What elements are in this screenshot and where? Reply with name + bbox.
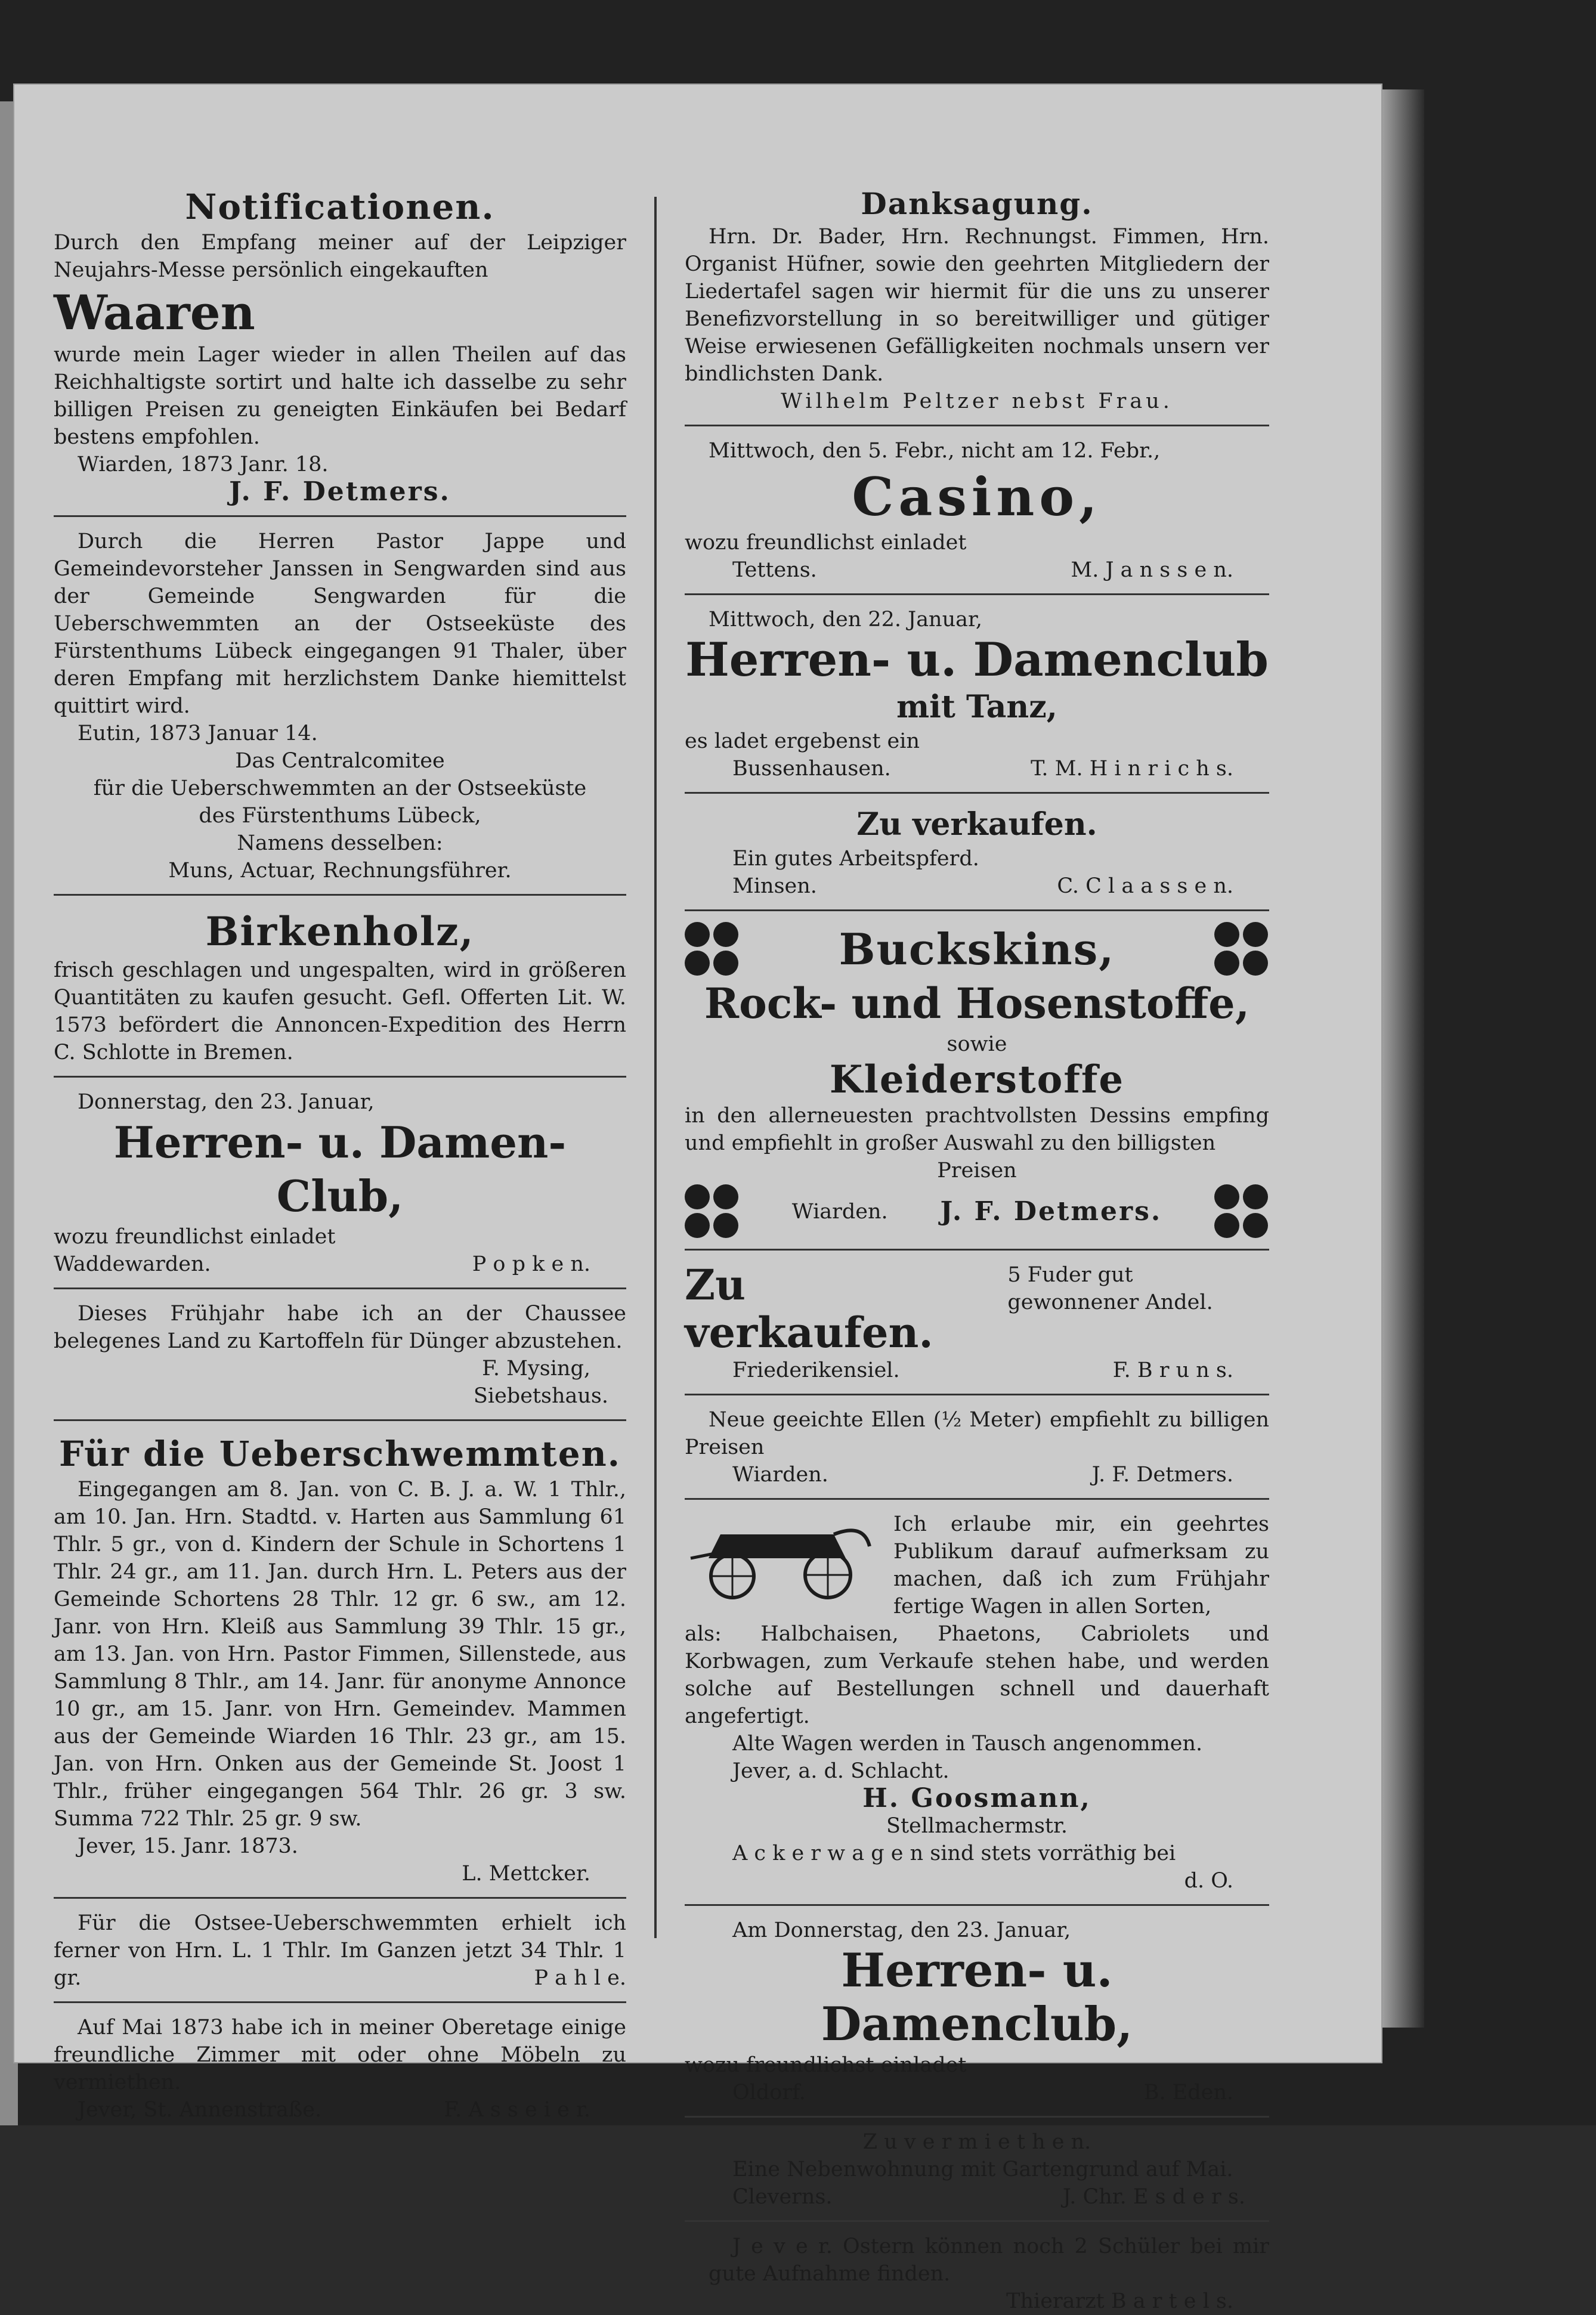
ad-title: Zu verkaufen. [685, 1260, 933, 1357]
ad-vermiethen [685, 2128, 1269, 2211]
ad-org: für die Ueberschwemmten an der Ostseeküste [93, 776, 587, 800]
ad-signature: F. B r u n s. [1112, 1358, 1233, 1382]
clover-ornament-icon [1214, 1184, 1269, 1239]
ad-danksagung [685, 185, 1269, 415]
divider [685, 2116, 1269, 2118]
ad-text: frisch geschlagen und ungespalten, wird in größeren Quantitäten zu kaufen gesucht. Gefl. Offerten Lit. W. 1573 befördert die Annoncen-Expedition des Herrn C. Schlotte in Bremen. [54, 958, 626, 1064]
ad-wagen [685, 1511, 1269, 1895]
ad-subtitle: mit Tanz, [896, 689, 1057, 725]
ad-text: in den allerneuesten prachtvollsten Dessins empfing und empfiehlt in großer Auswahl zu den billigsten [685, 1104, 1269, 1155]
ad-verkaufen-andel [685, 1261, 1269, 1384]
ad-club-waddewarden [54, 1088, 626, 1278]
ad-text: Durch den Empfang meiner auf der Leipziger Neujahrs-Messe persönlich eingekauften [54, 231, 626, 282]
ad-notificationen [54, 185, 626, 506]
ad-org: des Fürstenthums Lübeck, [199, 804, 481, 828]
ad-buckskins [685, 922, 1269, 1239]
ad-place: Waddewarden. [54, 1252, 211, 1276]
right-column [685, 185, 1269, 2315]
divider [685, 1394, 1269, 1395]
ad-place: Tettens. [732, 558, 817, 582]
ad-signature: P o p k e n. [472, 1252, 590, 1276]
ad-headline: Waaren [54, 284, 255, 341]
ad-date: Mittwoch, den 22. Januar, [709, 608, 983, 632]
ad-headline: Rock- und Hosenstoffe, [704, 979, 1250, 1028]
ad-text: Alte Wagen werden in Tausch angenommen. [732, 1732, 1203, 1756]
ad-signature-title: Stellmachermstr. [886, 1814, 1068, 1838]
ad-signature: F. A s s e i e r. [444, 2098, 590, 2122]
ad-date: Am Donnerstag, den 23. Januar, [732, 1918, 1071, 1942]
ad-text: Auf Mai 1873 habe ich in meiner Oberetage einige freundliche Zimmer mit oder ohne Möbeln zu vermiethen. [54, 2016, 626, 2094]
ad-signature: T. M. H i n r i c h s. [1031, 757, 1233, 781]
ad-zimmer [54, 2014, 626, 2124]
ad-signature: B. Eden. [1143, 2081, 1233, 2104]
ad-ueberschwemmten [54, 1432, 626, 1887]
divider [54, 1897, 626, 1899]
ad-place: Jever, St. Annenstraße. [78, 2098, 322, 2122]
divider [685, 1498, 1269, 1500]
ad-date: Mittwoch, den 5. Febr., nicht am 12. Febr., [709, 439, 1161, 463]
ad-text: Hrn. Dr. Bader, Hrn. Rechnungst. Fimmen, Hrn. Organist Hüfner, sowie den geehrten Mitgliedern der Liedertafel sagen wir hiermit für die uns zu unserer Benefizvorstellung in so bereitwilliger und gütiger Weise erwiesenen Gefälligkeiten nochmals unsern ver bindlichsten Dank. [685, 225, 1269, 386]
ad-text: als: Halbchaisen, Phaetons, Cabriolets und Korbwagen, zum Verkaufe stehen habe, und werden solche auf Bestellungen schnell und dauerhaft angefertigt. [685, 1622, 1269, 1728]
divider [685, 1249, 1269, 1251]
ad-title: Buckskins, [839, 924, 1115, 974]
ad-title: Herren- u. Damen-Club, [113, 1117, 567, 1221]
ad-signature: M. J a n s s e n. [1071, 558, 1233, 582]
ad-signature: J. F. Detmers. [1091, 1463, 1233, 1487]
ad-headline: Kleiderstoffe [829, 1057, 1125, 1102]
ad-text: Ich erlaube mir, ein geehrtes Publikum darauf aufmerksam zu machen, daß ich zum Frühjahr fertige Wagen in allen Sorten, [893, 1512, 1269, 1618]
ad-signature-place: Siebetshaus. [473, 1384, 608, 1408]
divider [54, 1076, 626, 1078]
ad-signature: H. Goosmann, [862, 1783, 1091, 1813]
ad-text: Neue geeichte Ellen (½ Meter) empfiehlt zu billigen Preisen [685, 1408, 1269, 1459]
ad-text: A c k e r w a g e n sind stets vorräthig bei [732, 1842, 1176, 1865]
ad-text: Preisen [937, 1159, 1017, 1183]
ad-centralcomitee [54, 528, 626, 884]
ad-text: Eingegangen am 8. Jan. von C. B. J. a. W. 1 Thlr., am 10. Jan. Hrn. Stadtd. v. Harten aus Sammlung 61 Thlr. 5 gr., von d. Kindern der Schule in Schortens 1 Thlr. 24 gr., am 11. Jan. durch Hrn. L. Peters aus der Gemeinde Schortens 28 Thlr. 12 gr. 6 sw., am 12. Janr. von Hrn. Kleiß aus Sammlung 39 Thlr. 15 gr., am 13. Jan. von Hrn. Pastor Fimmen, Sillenstede, aus Sammlung 8 Thlr., am 14. Janr. für anonyme Annonce 10 gr., am 15. Janr. von Hrn. Gemeindev. Mammen aus der Gemeinde Wiarden 16 Thlr. 23 gr., am 15. Jan. von Hrn. Onken aus der Gemeinde St. Joost 1 Thlr., früher eingegangen 564 Thlr. 26 gr. 3 sw. Summa 722 Thlr. 25 gr. 9 sw. [54, 1478, 626, 1831]
ad-signature: J. F. Detmers. [229, 476, 451, 507]
clover-ornament-icon [1214, 922, 1269, 977]
ad-place: Minsen. [732, 874, 817, 898]
divider [54, 2001, 626, 2003]
clover-ornament-icon [685, 1184, 740, 1239]
ad-signature: d. O. [1184, 1869, 1233, 1893]
ad-place: Bussenhausen. [732, 757, 891, 781]
ad-text: wozu freundlichst einladet [685, 2053, 967, 2077]
ad-title: Birkenholz, [205, 908, 475, 955]
ad-text: wozu freundlichst einladet [685, 531, 967, 555]
ad-text: es ladet ergebenst ein [685, 729, 920, 753]
ad-ellen [685, 1406, 1269, 1488]
ad-title: Herren- u. Damenclub, [821, 1943, 1133, 2051]
ad-title: Casino, [852, 466, 1102, 528]
ad-text: wozu freundlichst einladet [54, 1225, 336, 1249]
divider [685, 425, 1269, 426]
ad-casino [685, 437, 1269, 584]
divider [685, 593, 1269, 595]
divider [685, 1904, 1269, 1906]
ad-signature: P a h l e. [534, 1966, 626, 1990]
ad-club-oldorf [685, 1917, 1269, 2106]
ad-text: Ein gutes Arbeitspferd. [732, 847, 979, 871]
divider [685, 792, 1269, 794]
ad-text: J e v e r. Ostern können noch 2 Schüler bei mir gute Aufnahme finden. [709, 2234, 1269, 2286]
ad-text: Durch die Herren Pastor Jappe und Gemeindevorsteher Janssen in Sengwarden sind aus der Gemeinde Sengwarden für die Ueberschwemmten an der Ostseeküste des Fürstenthums Lübeck eingegangen 91 Thaler, über deren Empfang mit herzlichstem Danke hiemittelst quittirt wird. [54, 530, 626, 718]
page-edge-shadow [1382, 89, 1424, 2028]
ad-signature: Muns, Actuar, Rechnungsführer. [168, 859, 512, 883]
divider [54, 1419, 626, 1421]
ad-place-date: Wiarden, 1873 Janr. 18. [78, 453, 329, 476]
ad-signature: Wilhelm Peltzer nebst Frau. [781, 389, 1173, 413]
ad-signature: J. F. Detmers. [940, 1196, 1162, 1227]
column-divider [654, 197, 657, 1938]
ad-signature: F. Mysing, [482, 1357, 590, 1381]
ad-place: Friederikensiel. [732, 1358, 900, 1382]
ad-title: Z u v e r m i e t h e n. [862, 2130, 1091, 2154]
ad-text: wurde mein Lager wieder in allen Theilen auf das Reichhaltigste sortirt und halte ich dasselbe zu sehr billigen Preisen zu geneigten Einkäufen bei Bedarf bestens empfohlen. [54, 343, 626, 449]
ad-signature: C. C l a a s s e n. [1057, 874, 1233, 898]
ad-verkaufen-arbeitspferd [685, 804, 1269, 900]
ad-title: Danksagung. [861, 186, 1093, 221]
divider [54, 894, 626, 896]
ad-signature: L. Mettcker. [462, 1862, 590, 1886]
ad-org: Das Centralcomitee [235, 749, 445, 773]
ad-schueler [685, 2233, 1269, 2315]
divider [685, 909, 1269, 911]
ad-title: Herren- u. Damenclub [685, 633, 1269, 687]
ad-signature: Thierarzt B a r t e l s. [1006, 2289, 1233, 2313]
carriage-illustration-icon [685, 1511, 881, 1600]
ad-title: Für die Ueberschwemmten. [58, 1434, 621, 1474]
ad-place: Wiarden. [791, 1200, 888, 1224]
ad-text: Für die Ostsee-Ueberschwemmten erhielt ich ferner von Hrn. L. 1 Thlr. Im Ganzen jetzt 34 Thlr. 1 gr. [54, 1911, 626, 1990]
ad-signature: J. Chr. E s d e r s. [1062, 2185, 1245, 2209]
ad-place-date: Jever, 15. Janr. 1873. [78, 1834, 298, 1858]
ad-place: Cleverns. [732, 2185, 833, 2209]
ad-date: Donnerstag, den 23. Januar, [78, 1090, 375, 1114]
ad-text: Eine Nebenwohnung mit Gartengrund auf Mai. [732, 2158, 1233, 2181]
ad-org: Namens desselben: [237, 831, 443, 855]
clover-ornament-icon [685, 922, 740, 977]
ad-land [54, 1300, 626, 1410]
divider [685, 2220, 1269, 2222]
ad-ostsee [54, 1909, 626, 1992]
ad-place: Wiarden. [732, 1463, 828, 1487]
divider [54, 515, 626, 517]
ad-birkenholz [54, 906, 626, 1066]
ad-place-date: Eutin, 1873 Januar 14. [78, 722, 318, 745]
divider [54, 1288, 626, 1289]
ad-title: Notificationen. [185, 187, 495, 227]
ad-text: sowie [947, 1032, 1007, 1056]
ad-place: Jever, a. d. Schlacht. [732, 1759, 949, 1783]
ad-club-bussenhausen [685, 606, 1269, 782]
left-column [54, 185, 626, 2124]
ad-text: 5 Fuder gut gewonnener Andel. [1007, 1263, 1213, 1314]
ad-place: Oldorf. [732, 2081, 806, 2104]
ad-text: Dieses Frühjahr habe ich an der Chaussee belegenes Land zu Kartoffeln für Dünger abzustehen. [54, 1302, 626, 1353]
ad-title: Zu verkaufen. [856, 806, 1097, 843]
